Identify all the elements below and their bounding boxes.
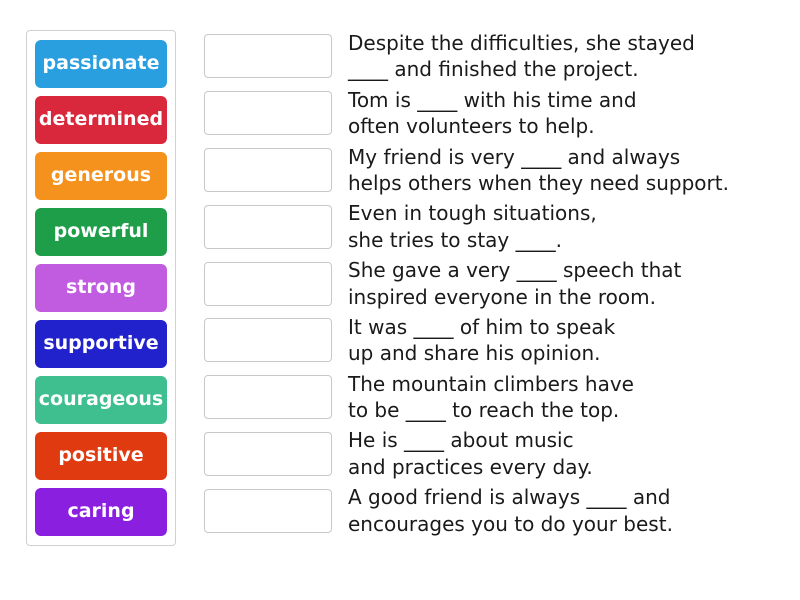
sentence-1 bbox=[332, 87, 780, 140]
sentence-line-2: to be ____ to reach the top. bbox=[348, 398, 620, 423]
word-tile-label: strong bbox=[66, 276, 136, 299]
answer-drop-zone-2[interactable] bbox=[204, 148, 332, 192]
word-tile-4[interactable] bbox=[35, 264, 167, 312]
question-row bbox=[204, 427, 780, 480]
word-tile-6[interactable] bbox=[35, 376, 167, 424]
sentence-line-2: encourages you to do your best. bbox=[348, 511, 673, 536]
question-row bbox=[204, 257, 780, 310]
sentence-line-2: inspired everyone in the room. bbox=[348, 284, 656, 309]
sentence-line-2: and practices every day. bbox=[348, 454, 593, 479]
word-tile-label: passionate bbox=[42, 52, 160, 75]
sentence-2 bbox=[332, 144, 780, 197]
sentence-line-2: ____ and finished the project. bbox=[348, 57, 639, 82]
word-tile-label: determined bbox=[38, 108, 164, 131]
sentence-line-1: Tom is ____ with his time and bbox=[348, 87, 637, 112]
sentence-line-1: The mountain climbers have bbox=[348, 371, 634, 396]
question-row bbox=[204, 87, 780, 140]
sentence-line-1: It was ____ of him to speak bbox=[348, 314, 616, 339]
question-row bbox=[204, 484, 780, 537]
sentence-8 bbox=[332, 484, 780, 537]
question-row bbox=[204, 144, 780, 197]
question-row bbox=[204, 371, 780, 424]
answer-drop-zone-7[interactable] bbox=[204, 432, 332, 476]
sentence-line-2: helps others when they need support. bbox=[348, 170, 729, 195]
word-tile-label: courageous bbox=[38, 388, 164, 411]
sentence-7 bbox=[332, 427, 780, 480]
answer-drop-zone-4[interactable] bbox=[204, 262, 332, 306]
word-bank bbox=[26, 30, 176, 546]
question-list bbox=[176, 30, 780, 541]
answer-drop-zone-0[interactable] bbox=[204, 34, 332, 78]
word-tile-3[interactable] bbox=[35, 208, 167, 256]
sentence-6 bbox=[332, 371, 780, 424]
answer-drop-zone-3[interactable] bbox=[204, 205, 332, 249]
word-tile-label: caring bbox=[67, 500, 135, 523]
question-row bbox=[204, 314, 780, 367]
answer-drop-zone-1[interactable] bbox=[204, 91, 332, 135]
question-row bbox=[204, 30, 780, 83]
sentence-line-1: Even in tough situations, bbox=[348, 201, 597, 226]
sentence-line-1: Despite the difficulties, she stayed bbox=[348, 31, 695, 55]
word-tile-label: generous bbox=[50, 164, 152, 187]
word-tile-2[interactable] bbox=[35, 152, 167, 200]
word-tile-1[interactable] bbox=[35, 96, 167, 144]
sentence-line-1: A good friend is always ____ and bbox=[348, 485, 671, 510]
sentence-3 bbox=[332, 200, 780, 253]
sentence-0 bbox=[332, 30, 780, 83]
sentence-line-1: He is ____ about music bbox=[348, 428, 574, 453]
sentence-4 bbox=[332, 257, 780, 310]
sentence-line-1: My friend is very ____ and always bbox=[348, 144, 681, 169]
answer-drop-zone-8[interactable] bbox=[204, 489, 332, 533]
sentence-line-2: often volunteers to help. bbox=[348, 114, 595, 139]
word-tile-0[interactable] bbox=[35, 40, 167, 88]
word-tile-label: positive bbox=[58, 444, 144, 467]
answer-drop-zone-6[interactable] bbox=[204, 375, 332, 419]
word-tile-8[interactable] bbox=[35, 488, 167, 536]
word-tile-5[interactable] bbox=[35, 320, 167, 368]
question-row bbox=[204, 200, 780, 253]
sentence-5 bbox=[332, 314, 780, 367]
word-tile-label: supportive bbox=[43, 332, 159, 355]
answer-drop-zone-5[interactable] bbox=[204, 318, 332, 362]
word-tile-label: powerful bbox=[53, 220, 149, 243]
sentence-line-2: she tries to stay ____. bbox=[348, 227, 562, 252]
sentence-line-2: up and share his opinion. bbox=[348, 341, 601, 366]
word-tile-7[interactable] bbox=[35, 432, 167, 480]
sentence-line-1: She gave a very ____ speech that bbox=[348, 258, 682, 283]
